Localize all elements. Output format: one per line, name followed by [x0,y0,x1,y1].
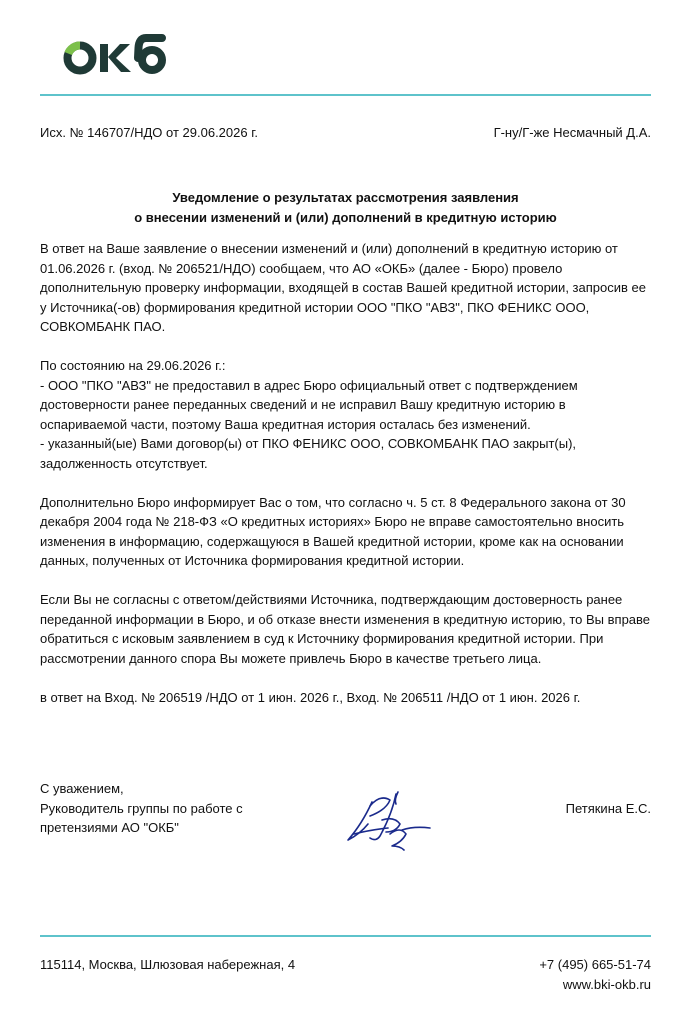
title-line-1: Уведомление о результатах рассмотрения заявления [172,190,519,205]
footer-divider [40,935,651,937]
paragraph-status [40,356,652,473]
signatory-name: Петякина Е.С. [565,801,651,816]
signoff-block [40,779,243,838]
letter-body [40,239,652,727]
header-divider [40,94,651,96]
outgoing-reference: Исх. № 146707/НДО от 29.06.2026 г. [40,125,258,140]
signoff-position-1: Руководитель группы по работе с [40,800,243,816]
signoff-position-2: претензиями АО "ОКБ" [40,820,179,835]
paragraph-law: Дополнительно Бюро информирует Вас о том, что согласно ч. 5 ст. 8 Федерального закона от 30 декабря 2004 года № 218-ФЗ «О кредитных историях» Бюро не вправе самостоятельно вносить изменения в информацию, содержащуюся в Вашей кредитной истории, кроме как на основании данных, полученных от Источника формирования кредитной истории. [40,494,626,568]
company-phone: +7 (495) 665-51-74 [539,957,651,972]
paragraph-court: Если Вы не согласны с ответом/действиями Источника, подтверждающим достоверность ранее переданной информации в Бюро, и об отказе внести изменения в кредитную историю, то Вы вправе обратиться с исковым заявлением в суд к Источнику формирования кредитной истории. При рассмотрении данного спора Вы можете привлечь Бюро в качестве третьего лица. [40,592,651,666]
status-item-1: - ООО "ПКО "АВЗ" не предоставил в адрес Бюро официальный ответ с подтверждением достоверности ранее переданных сведений и не исправил Вашу кредитную историю в оспариваемой части, поэтому Ваша кредитная история осталась без изменений. [40,377,578,432]
letter-header [40,123,651,143]
title-line-2: о внесении изменений и (или) дополнений в кредитную историю [134,210,557,225]
recipient-name: Г-ну/Г-же Несмачный Д.А. [493,125,651,140]
letter-title [40,188,651,228]
status-item-2: - указанный(ые) Вами договор(ы) от ПКО ФЕНИКС ООО, СОВКОМБАНК ПАО закрыт(ы), задолженность отсутствует. [40,436,577,471]
status-heading: По состоянию на 29.06.2026 г.: [40,358,226,373]
paragraph-reference: в ответ на Вход. № 206519 /НДО от 1 июн. 2026 г., Вход. № 206511 /НДО от 1 июн. 2026 г. [40,689,581,705]
letter-footer [40,955,651,994]
company-address: 115114, Москва, Шлюзовая набережная, 4 [40,957,296,972]
contact-block [539,955,651,994]
paragraph-intro: В ответ на Ваше заявление о внесении изменений и (или) дополнений в кредитную историю от 01.06.2026 г. (вход. № 206521/НДО) сообщаем, что АО «ОКБ» (далее - Бюро) провело дополнительную проверку информации, входящей в состав Вашей кредитной истории, запросив ее у Источника(-ов) формирования кредитной истории ООО "ПКО "АВЗ", ПКО ФЕНИКС ООО, СОВКОМБАНК ПАО. [40,241,646,334]
company-website[interactable]: www.bki-okb.ru [562,976,651,992]
signoff-greeting: С уважением, [40,781,124,796]
okb-logo [60,22,180,82]
handwritten-signature [340,790,435,852]
